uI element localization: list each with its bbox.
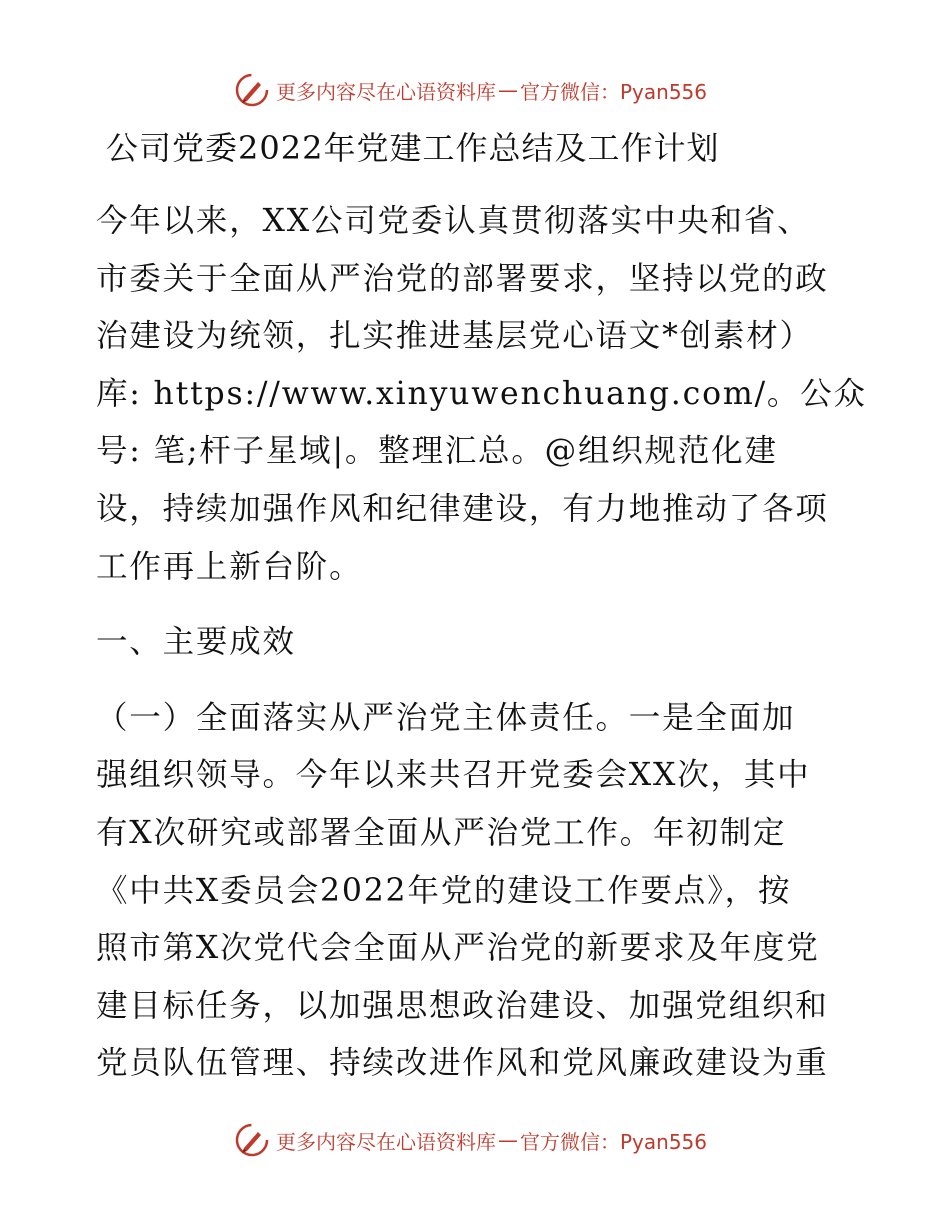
watermark-text: 更多内容尽在心语资料库 [276,79,496,104]
paragraph-line: 照市第X次党代会全面从严治党的新要求及年度党 [96,930,820,967]
pen-logo-icon [234,1122,270,1158]
paragraph-line: （一）全面落实从严治党主体责任。一是全面加 [96,699,796,736]
document-title: 公司党委2022年党建工作总结及工作计划 [106,129,720,167]
paragraph-intro [96,193,867,596]
paragraph-line: 工作再上新台阶。 [96,548,363,585]
pen-logo-icon [234,72,270,108]
paragraph-line: 治建设为统领，扎实推进基层党心语文*创素材） [96,318,813,355]
paragraph-line: 强组织领导。今年以来共召开党委会XX次，其中 [96,757,811,794]
paragraph-line: 库: https://www.xinyuwenchuang.com/。公众 [96,375,867,412]
paragraph-line: 号: 笔;杆子星域|。整理汇总。@组织规范化建 [96,433,778,470]
paragraph-line: 设，持续加强作风和纪律建设，有力地推动了各项 [96,490,829,527]
watermark-contact: 官方微信：Pyan556 [520,1129,708,1154]
paragraph-line: 今年以来，XX公司党委认真贯彻落实中央和省、 [96,203,811,239]
header-watermark [234,70,754,110]
section-heading: 一、主要成效 [96,624,296,661]
watermark-dash: — [498,1128,518,1152]
paragraph-line: 有X次研究或部署全面从严治党工作。年初制定 [96,814,787,851]
paragraph-line: 市委关于全面从严治党的部署要求，坚持以党的政 [96,260,829,297]
paragraph-line: 党员队伍管理、持续改进作风和党风廉政建设为重 [96,1045,829,1082]
paragraph-section-one [96,690,856,1093]
watermark-text: 更多内容尽在心语资料库 [276,1129,496,1154]
paragraph-line: 《中共X委员会2022年党的建设工作要点》，按 [96,872,792,909]
watermark-contact: 官方微信：Pyan556 [520,79,708,104]
paragraph-line: 建目标任务，以加强思想政治建设、加强党组织和 [96,987,829,1024]
document-body [96,122,867,1093]
watermark-dash: — [498,78,518,102]
footer-watermark [234,1120,754,1160]
